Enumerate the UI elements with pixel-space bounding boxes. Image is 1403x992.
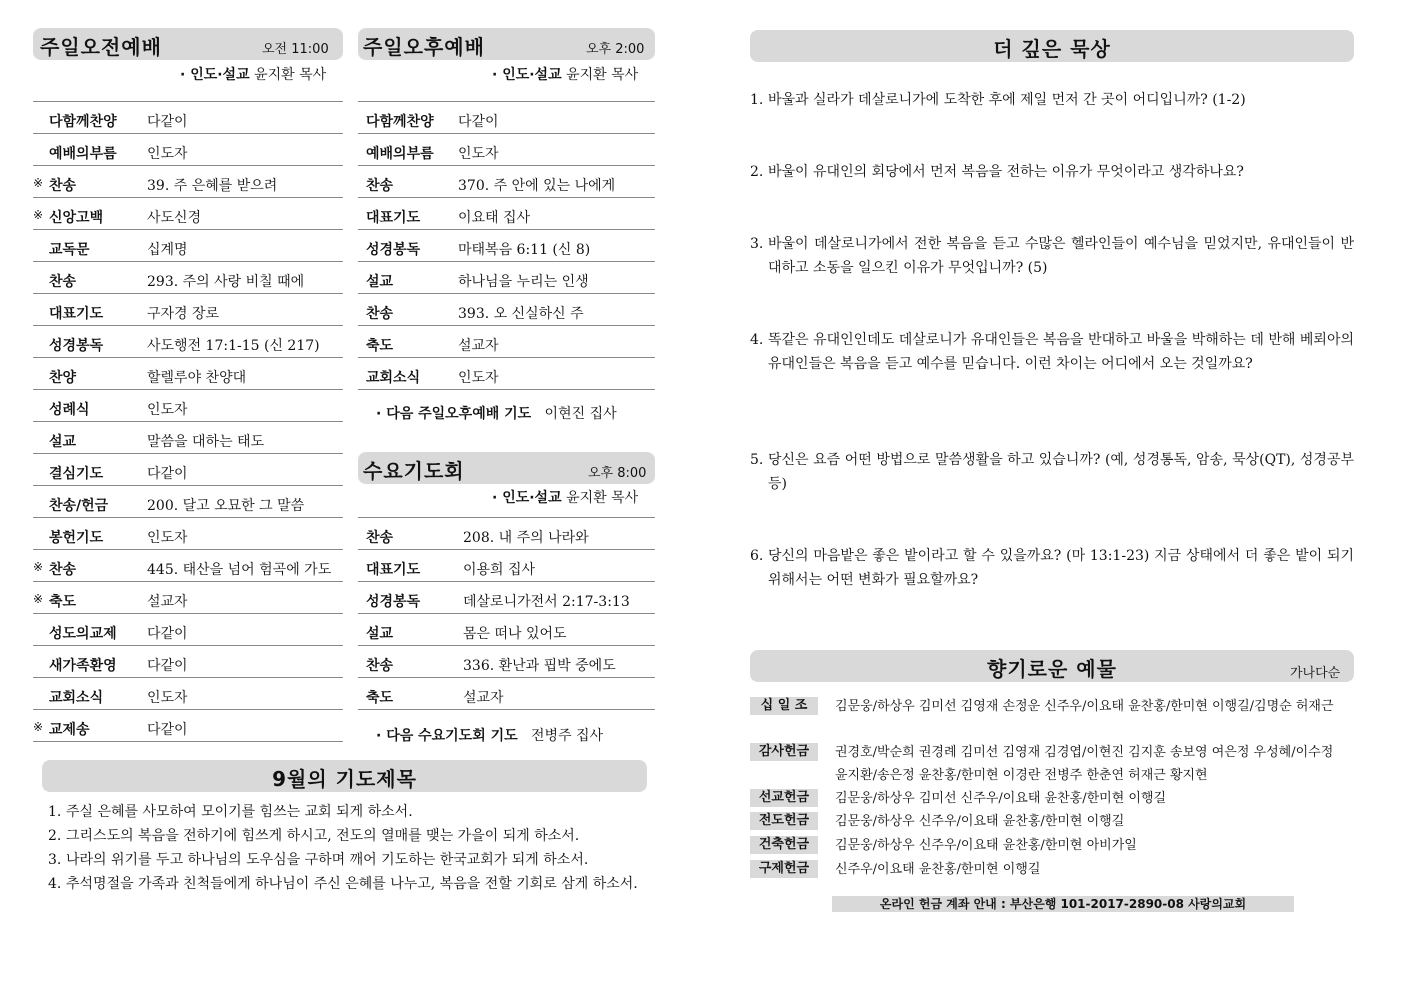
schedule-row-label-text: 예배의부름 (366, 146, 434, 162)
schedule-row-value: 몸은 떠나 있어도 (463, 626, 567, 642)
schedule-row-label-text: 다함께찬양 (49, 114, 117, 130)
meditation-title: 더 깊은 묵상 (993, 37, 1111, 61)
offering-label: 전도헌금 (750, 812, 818, 830)
morning-schedule (33, 101, 343, 742)
schedule-row-value: 208. 내 주의 나라와 (463, 530, 589, 546)
schedule-row-value: 인도자 (147, 146, 188, 162)
schedule-row-label-text: 설교 (49, 434, 77, 450)
schedule-row-value: 293. 주의 사랑 비칠 때에 (147, 274, 305, 290)
schedule-row-label-text: 교독문 (49, 242, 90, 258)
schedule-row (358, 326, 655, 358)
schedule-row-value: 이요태 집사 (458, 210, 531, 226)
schedule-row-value: 다같이 (458, 114, 499, 130)
schedule-row-value: 하나님을 누리는 인생 (458, 274, 589, 290)
wednesday-leader (492, 487, 638, 507)
schedule-row (358, 614, 655, 646)
schedule-row-label-text: 대표기도 (49, 306, 104, 322)
schedule-row-value: 인도자 (458, 370, 499, 386)
schedule-row-label-text: 성경봉독 (49, 338, 104, 354)
schedule-row-label-text: 찬송 (366, 530, 394, 546)
prayer-item-text: 주실 은혜를 사모하여 모이기를 힘쓰는 교회 되게 하소서. (66, 804, 413, 820)
schedule-row-value: 인도자 (458, 146, 499, 162)
schedule-row-label-text: 찬송 (49, 178, 77, 194)
offering-label: 구제헌금 (750, 860, 818, 878)
schedule-row-value: 336. 환난과 핍박 중에도 (463, 658, 616, 674)
schedule-row (358, 294, 655, 326)
schedule-row-label-text: 찬송 (366, 658, 394, 674)
schedule-row (358, 646, 655, 678)
schedule-row-value: 설교자 (463, 690, 504, 706)
standing-mark: ※ (33, 720, 44, 734)
prayer-item-text: 나라의 위기를 두고 하나님의 도우심을 구하며 깨어 기도하는 한국교회가 되게 하소서. (66, 852, 589, 868)
afternoon-leader-label: · 인도·설교 (492, 67, 562, 83)
question-text: 바울과 실라가 데살로니가에 도착한 후에 제일 먼저 간 곳이 어디입니까? (1-2) (768, 92, 1246, 108)
schedule-row-label-text: 찬양 (49, 370, 77, 386)
schedule-row-value: 393. 오 신실하신 주 (458, 306, 584, 322)
schedule-row-value: 십계명 (147, 242, 188, 258)
schedule-row (33, 262, 343, 294)
schedule-row-label-text: 대표기도 (366, 562, 421, 578)
schedule-row-label-text: 설교 (366, 274, 394, 290)
schedule-row (358, 198, 655, 230)
schedule-row (33, 550, 343, 582)
morning-leader (180, 64, 326, 84)
offering-row (750, 834, 1350, 857)
schedule-row-label-text: 찬송 (49, 562, 77, 578)
schedule-row (33, 646, 343, 678)
schedule-row (33, 518, 343, 550)
question-text: 바울이 유대인의 회당에서 먼저 복음을 전하는 이유가 무엇이라고 생각하나요? (768, 164, 1244, 180)
schedule-row-label-text: 찬송 (49, 274, 77, 290)
schedule-row-value: 데살로니가전서 2:17-3:13 (463, 594, 630, 610)
schedule-row-value: 인도자 (147, 530, 188, 546)
prayer-item-text: 그리스도의 복음을 전하기에 힘쓰게 하시고, 전도의 열매를 맺는 가을이 되게 하소서. (66, 828, 580, 844)
offering-row (750, 858, 1350, 881)
schedule-row (33, 582, 343, 614)
wednesday-schedule (358, 517, 655, 710)
schedule-row-label-text: 교제송 (49, 722, 90, 738)
schedule-row-label-text: 성경봉독 (366, 242, 421, 258)
schedule-row-value: 구자경 장로 (147, 306, 220, 322)
schedule-row-value: 인도자 (147, 402, 188, 418)
schedule-row (358, 550, 655, 582)
offering-row (750, 741, 1350, 787)
offering-row (750, 695, 1350, 741)
schedule-row-label-text: 축도 (366, 690, 394, 706)
schedule-row (358, 518, 655, 550)
prayer-item: 2. 그리스도의 복음을 전하기에 힘쓰게 하시고, 전도의 열매를 맺는 가을이 되게 하소서. (48, 828, 580, 844)
offering-names: 김문웅/하상우 김미선 김영재 손정운 신주우/이요태 윤찬홍/한미현 이행길/김명순 허재근 (835, 699, 1334, 714)
wednesday-next-label: · 다음 수요기도회 기도 (376, 728, 518, 744)
schedule-row (358, 678, 655, 710)
schedule-row-value: 다같이 (147, 722, 188, 738)
schedule-row (33, 102, 343, 134)
question-text: 당신의 마음밭은 좋은 밭이라고 할 수 있을까요? (마 13:1-23) 지금 상태에서 더 좋은 밭이 되기 위해서는 어떤 변화가 필요할까요? (768, 548, 1354, 588)
schedule-row (358, 166, 655, 198)
schedule-row-value: 370. 주 안에 있는 나에게 (458, 178, 616, 194)
schedule-row-label-text: 찬송 (366, 306, 394, 322)
question-text: 당신은 요즘 어떤 방법으로 말씀생활을 하고 있습니까? (예, 성경통독, 암송, 묵상(QT), 성경공부 등) (768, 452, 1354, 492)
schedule-row-label-text: 새가족환영 (49, 658, 117, 674)
schedule-row (33, 294, 343, 326)
schedule-row-value: 마태복음 6:11 (신 8) (458, 242, 591, 258)
schedule-row-value: 설교자 (147, 594, 188, 610)
schedule-row (33, 710, 343, 742)
standing-mark: ※ (33, 592, 44, 606)
afternoon-next-prayer (376, 403, 617, 423)
morning-leader-label: · 인도·설교 (180, 67, 250, 83)
schedule-row (358, 582, 655, 614)
schedule-row (358, 102, 655, 134)
schedule-row-value: 사도신경 (147, 210, 202, 226)
offering-order: 가나다순 (1290, 666, 1341, 681)
offering-label: 건축헌금 (750, 836, 818, 854)
schedule-row-value: 설교자 (458, 338, 499, 354)
schedule-row (33, 134, 343, 166)
schedule-row-value: 다같이 (147, 466, 188, 482)
morning-leader-name: 윤지환 목사 (254, 67, 327, 83)
afternoon-next-label: · 다음 주일오후예배 기도 (376, 406, 532, 422)
schedule-row-label-text: 찬송 (366, 178, 394, 194)
meditation-question: 1. 바울과 실라가 데살로니가에 도착한 후에 제일 먼저 간 곳이 어디입니까? (1-2) (750, 92, 1246, 108)
afternoon-leader (492, 64, 638, 84)
schedule-row-label-text: 설교 (366, 626, 394, 642)
afternoon-title: 주일오후예배 (363, 35, 485, 59)
schedule-row-value: 말씀을 대하는 태도 (147, 434, 265, 450)
schedule-row-label-text: 축도 (49, 594, 77, 610)
schedule-row (33, 230, 343, 262)
schedule-row-label-text: 교회소식 (366, 370, 421, 386)
prayer-item: 4. 추석명절을 가족과 친척들에게 하나님이 주신 은혜를 나누고, 복음을 전할 기회로 삼게 하소서. (48, 876, 638, 892)
schedule-row (358, 134, 655, 166)
schedule-row (358, 230, 655, 262)
offering-label: 감사헌금 (750, 743, 818, 761)
wednesday-title: 수요기도회 (363, 459, 465, 483)
schedule-row (33, 390, 343, 422)
offering-names: 김문웅/하상우 신주우/이요태 윤찬홍/한미현 아비가일 (835, 838, 1137, 853)
schedule-row-value: 다같이 (147, 658, 188, 674)
meditation-question: 6. 당신의 마음밭은 좋은 밭이라고 할 수 있을까요? (마 13:1-23) 지금 상태에서 더 좋은 밭이 되기 위해서는 어떤 변화가 필요할까요? (750, 548, 1354, 588)
schedule-row-label-text: 대표기도 (366, 210, 421, 226)
schedule-row-value: 이용희 집사 (463, 562, 536, 578)
schedule-row (33, 486, 343, 518)
offering-title: 향기로운 예물 (987, 657, 1117, 681)
schedule-row-label-text: 예배의부름 (49, 146, 117, 162)
schedule-row-label-text: 성경봉독 (366, 594, 421, 610)
schedule-row-label-text: 찬송/헌금 (49, 498, 109, 514)
morning-time: 오전 11:00 (262, 42, 329, 57)
schedule-row (33, 454, 343, 486)
afternoon-leader-name: 윤지환 목사 (566, 67, 639, 83)
standing-mark: ※ (33, 176, 44, 190)
schedule-row (33, 326, 343, 358)
schedule-row (358, 262, 655, 294)
schedule-row (358, 358, 655, 390)
schedule-row-label-text: 신앙고백 (49, 210, 104, 226)
offering-names: 김문웅/하상우 신주우/이요태 윤찬홍/한미현 이행길 (835, 814, 1125, 829)
wednesday-next-prayer (376, 725, 603, 745)
schedule-row-value: 다같이 (147, 626, 188, 642)
schedule-row-label-text: 봉헌기도 (49, 530, 104, 546)
morning-title: 주일오전예배 (40, 35, 162, 59)
schedule-row (33, 614, 343, 646)
question-text: 똑같은 유대인인데도 데살로니가 유대인들은 복음을 반대하고 바울을 박해하는 데 반해 베뢰아의 유대인들은 복음을 듣고 예수를 믿습니다. 이런 차이는 어디에서 오는 것일까요? (768, 332, 1354, 372)
standing-mark: ※ (33, 560, 44, 574)
schedule-row-label-text: 성례식 (49, 402, 90, 418)
schedule-row-label-text: 교회소식 (49, 690, 104, 706)
schedule-row-value: 할렐루야 찬양대 (147, 370, 247, 386)
schedule-row (33, 422, 343, 454)
afternoon-next-name: 이현진 집사 (544, 406, 617, 422)
standing-mark: ※ (33, 208, 44, 222)
schedule-row-label-text: 축도 (366, 338, 394, 354)
offering-row (750, 810, 1350, 833)
online-offering-account: 온라인 헌금 계좌 안내 : 부산은행 101-2017-2890-08 사랑의교회 (832, 896, 1294, 912)
schedule-row-value: 인도자 (147, 690, 188, 706)
wednesday-next-name: 전병주 집사 (531, 728, 604, 744)
offering-names: 권경호/박순희 권경례 김미선 김영재 김경엽/이현진 김지훈 송보영 여은정 우성혜/이수정 윤지환/송은정 윤찬홍/한미현 이경란 전병주 한춘연 허재근 황지현 (835, 745, 1334, 783)
schedule-row-label-text: 성도의교제 (49, 626, 117, 642)
schedule-row (33, 678, 343, 710)
meditation-question: 5. 당신은 요즘 어떤 방법으로 말씀생활을 하고 있습니까? (예, 성경통독, 암송, 묵상(QT), 성경공부 등) (750, 452, 1354, 492)
prayer-list (48, 800, 658, 896)
meditation-question: 4. 똑같은 유대인인데도 데살로니가 유대인들은 복음을 반대하고 바울을 박해하는 데 반해 베뢰아의 유대인들은 복음을 듣고 예수를 믿습니다. 이런 차이는 어디에서 오는 것일까요? (750, 332, 1354, 372)
prayer-item: 1. 주실 은혜를 사모하여 모이기를 힘쓰는 교회 되게 하소서. (48, 804, 413, 820)
schedule-row (33, 166, 343, 198)
prayer-item: 3. 나라의 위기를 두고 하나님의 도우심을 구하며 깨어 기도하는 한국교회가 되게 하소서. (48, 852, 589, 868)
prayer-title: 9월의 기도제목 (272, 767, 417, 791)
wednesday-leader-name: 윤지환 목사 (566, 490, 639, 506)
meditation-question: 2. 바울이 유대인의 회당에서 먼저 복음을 전하는 이유가 무엇이라고 생각하나요? (750, 164, 1244, 180)
wednesday-time: 오후 8:00 (588, 466, 647, 481)
schedule-row-value: 사도행전 17:1-15 (신 217) (147, 338, 320, 354)
schedule-row (33, 358, 343, 390)
schedule-row-value: 39. 주 은혜를 받으려 (147, 178, 278, 194)
schedule-row-value: 200. 달고 오묘한 그 말씀 (147, 498, 305, 514)
schedule-row (33, 198, 343, 230)
afternoon-time: 오후 2:00 (586, 42, 645, 57)
schedule-row-value: 445. 태산을 넘어 험곡에 가도 (147, 562, 332, 578)
offering-label: 선교헌금 (750, 789, 818, 807)
schedule-row-label-text: 다함께찬양 (366, 114, 434, 130)
afternoon-schedule (358, 101, 655, 390)
offering-names: 김문웅/하상우 김미선 신주우/이요태 윤찬홍/한미현 이행길 (835, 791, 1167, 806)
schedule-row-value: 다같이 (147, 114, 188, 130)
question-text: 바울이 데살로니가에서 전한 복음을 듣고 수많은 헬라인들이 예수님을 믿었지만, 유대인들이 반대하고 소동을 일으킨 이유가 무엇입니까? (5) (768, 236, 1354, 276)
offering-names: 신주우/이요태 윤찬홍/한미현 이행길 (835, 862, 1041, 877)
offering-row (750, 787, 1350, 810)
meditation-question: 3. 바울이 데살로니가에서 전한 복음을 듣고 수많은 헬라인들이 예수님을 믿었지만, 유대인들이 반대하고 소동을 일으킨 이유가 무엇입니까? (5) (750, 236, 1354, 276)
schedule-row-label-text: 결심기도 (49, 466, 104, 482)
offering-label: 십 일 조 (750, 697, 818, 715)
prayer-item-text: 추석명절을 가족과 친척들에게 하나님이 주신 은혜를 나누고, 복음을 전할 기회로 삼게 하소서. (66, 876, 638, 892)
wednesday-leader-label: · 인도·설교 (492, 490, 562, 506)
